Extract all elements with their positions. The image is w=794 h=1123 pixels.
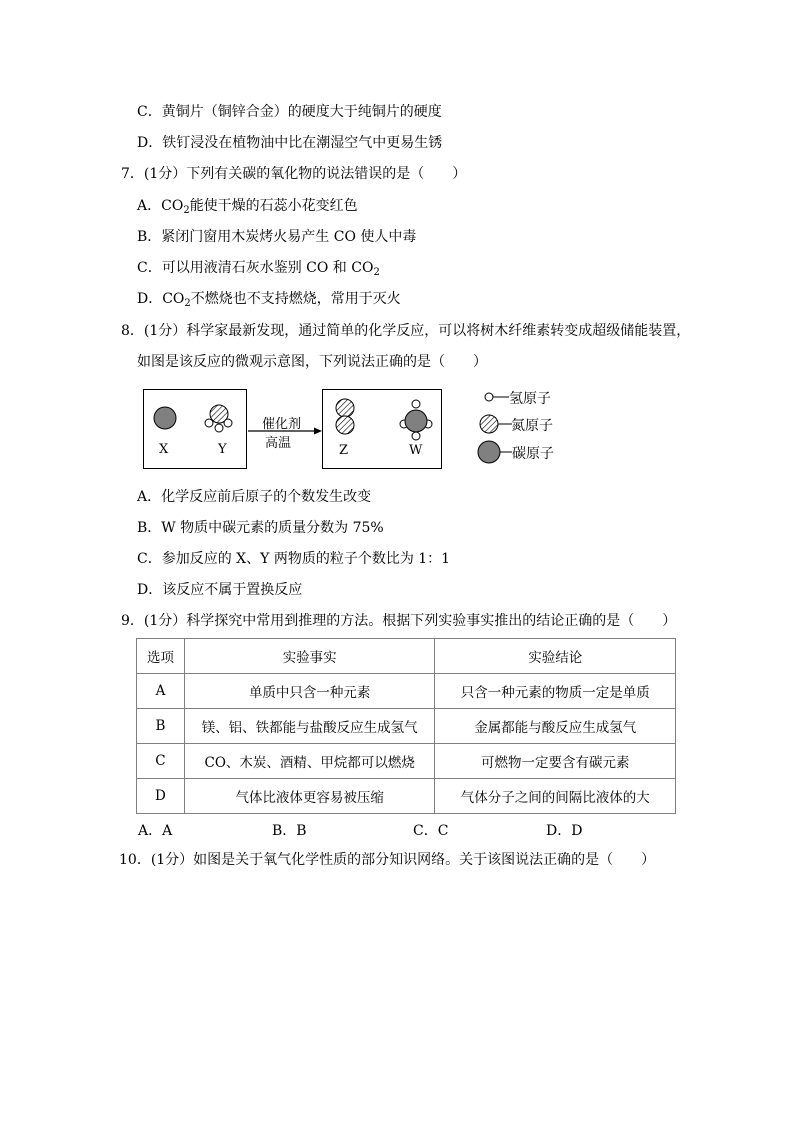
row-conclusion: 只含一种元素的物质一定是单质 xyxy=(435,674,676,709)
q7-option-a: A．$CO_2$能使干燥的石蕊小花变红色 xyxy=(137,198,358,216)
row-fact: CO、木炭、酒精、甲烷都可以燃烧 xyxy=(184,744,435,779)
row-fact: 气体比液体更容易被压缩 xyxy=(184,779,435,814)
legend-carbon-label: 碳原子 xyxy=(512,446,554,462)
legend-nitrogen-symbol xyxy=(480,415,512,433)
row-fact: 镁、铝、铁都能与盐酸反应生成氢气 xyxy=(184,709,435,744)
q8-option-b: B．W 物质中碳元素的质量分数为 75% xyxy=(137,520,384,536)
row-option: B xyxy=(137,709,185,744)
row-conclusion: 金属都能与酸反应生成氢气 xyxy=(435,709,676,744)
q8-option-d: D．该反应不属于置换反应 xyxy=(137,582,303,598)
table-row xyxy=(137,674,676,709)
row-fact: 单质中只含一种元素 xyxy=(184,674,435,709)
q9-answer-b: B．B xyxy=(272,823,307,839)
q8-stem-line1: 8．(1分）科学家最新发现，通过简单的化学反应，可以将树木纤维素转变成超级储能装置， xyxy=(121,323,691,339)
q9-answer-a: A．A xyxy=(138,823,173,839)
q8-stem-line2: 如图是该反应的微观示意图，下列说法正确的是（ ） xyxy=(137,354,487,370)
row-option: C xyxy=(137,744,185,779)
table-row xyxy=(137,709,676,744)
reactants-box xyxy=(143,389,247,469)
q7-option-b: B．紧闭门窗用木炭烤火易产生 CO 使人中毒 xyxy=(137,229,417,245)
table-row xyxy=(137,744,676,779)
condition-high-temp: 高温 xyxy=(265,436,292,451)
row-option: A xyxy=(137,674,185,709)
header-conclusion: 实验结论 xyxy=(435,639,676,674)
table-row xyxy=(137,779,676,814)
q10-stem: 10．(1分）如图是关于氧气化学性质的部分知识网络。关于该图说法正确的是（ ） xyxy=(119,852,656,868)
row-conclusion: 气体分子之间的间隔比液体的大 xyxy=(435,779,676,814)
q7-option-c: C．可以用液清石灰水鉴别 CO 和 $CO_2$ xyxy=(137,260,380,278)
row-conclusion: 可燃物一定要含有碳元素 xyxy=(435,744,676,779)
experiment-table xyxy=(136,638,676,814)
q7-stem: 7．(1分）下列有关碳的氧化物的说法错误的是（ ） xyxy=(121,166,467,182)
label-w: W xyxy=(409,443,423,458)
q7-option-d: D．$CO_2$不燃烧也不支持燃烧，常用于灭火 xyxy=(137,291,401,309)
label-x: X xyxy=(159,442,169,457)
header-fact: 实验事实 xyxy=(184,639,435,674)
legend-hydrogen-symbol xyxy=(485,393,509,401)
q6-option-d: D．铁钉浸没在植物油中比在潮湿空气中更易生锈 xyxy=(137,135,443,151)
legend-carbon-symbol xyxy=(478,441,512,463)
row-option: D xyxy=(137,779,185,814)
label-y: Y xyxy=(218,442,227,457)
q9-stem: 9．(1分）科学探究中常用到推理的方法。根据下列实验事实推出的结论正确的是（ ） xyxy=(121,613,677,629)
label-z: Z xyxy=(339,443,349,458)
legend-hydrogen-label: 氢原子 xyxy=(509,391,551,407)
q8-option-a: A．化学反应前后原子的个数发生改变 xyxy=(137,489,372,505)
table-header-row xyxy=(137,639,676,674)
legend-nitrogen-label: 氮原子 xyxy=(511,418,553,434)
condition-catalyst: 催化剂 xyxy=(262,417,302,432)
q6-option-c: C．黄铜片（铜锌合金）的硬度大于纯铜片的硬度 xyxy=(137,104,442,120)
q9-answer-c: C．C xyxy=(413,823,449,839)
q8-option-c: C．参加反应的 X、Y 两物质的粒子个数比为 1：1 xyxy=(137,551,451,567)
header-option: 选项 xyxy=(137,639,185,674)
q9-answer-d: D．D xyxy=(546,823,583,839)
